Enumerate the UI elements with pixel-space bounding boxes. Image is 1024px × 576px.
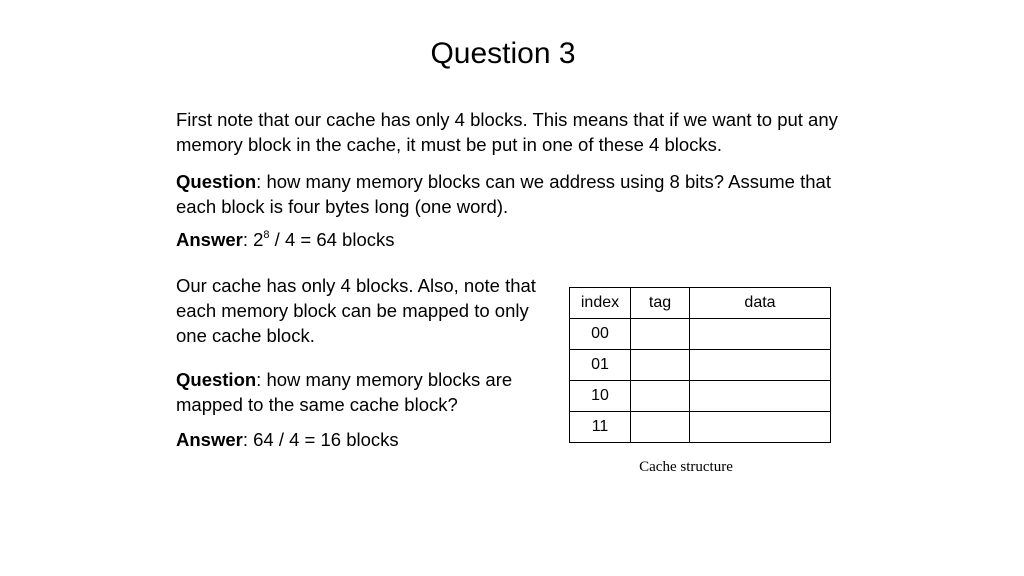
cell-tag	[631, 412, 690, 443]
question-1	[176, 169, 866, 219]
answer-2-label: Answer	[176, 429, 243, 450]
cell-data	[690, 381, 831, 412]
answer-2-text: : 64 / 4 = 16 blocks	[242, 429, 399, 450]
cell-index: 10	[570, 381, 631, 412]
answer-1-exponent: 8	[263, 228, 270, 241]
intro-paragraph: First note that our cache has only 4 blocks. This means that if we want to put any memory block in the cache, it must be put in one of these 4 blocks.	[176, 109, 838, 155]
cell-data	[690, 412, 831, 443]
table-row	[570, 319, 831, 350]
cell-index: 11	[570, 412, 631, 443]
header-data: data	[690, 288, 831, 319]
cell-tag	[631, 381, 690, 412]
table-header-row	[570, 288, 831, 319]
header-index: index	[570, 288, 631, 319]
cell-data	[690, 319, 831, 350]
answer-1-suffix: / 4 = 64 blocks	[269, 229, 395, 250]
table-row	[570, 412, 831, 443]
table-row	[570, 350, 831, 381]
cell-tag	[631, 319, 690, 350]
table-caption: Cache structure	[639, 459, 733, 475]
table-row	[570, 381, 831, 412]
cell-index: 01	[570, 350, 631, 381]
answer-2	[176, 427, 546, 452]
slide-title: Question 3	[430, 37, 576, 70]
cell-data	[690, 350, 831, 381]
question-2-text: : how many memory blocks are mapped to the same cache block?	[176, 369, 513, 415]
cache-structure-table	[569, 287, 831, 443]
question-2-label: Question	[176, 369, 257, 390]
question-1-text: : how many memory blocks can we address using 8 bits? Assume that each block is four bytes long (one word).	[176, 171, 831, 217]
question-1-label: Question	[176, 171, 257, 192]
answer-1-label: Answer	[176, 229, 243, 250]
answer-1-prefix: : 2	[242, 229, 264, 250]
answer-1	[176, 227, 866, 252]
question-2	[176, 367, 546, 417]
cell-index: 00	[570, 319, 631, 350]
header-tag: tag	[631, 288, 690, 319]
cell-tag	[631, 350, 690, 381]
paragraph-2: Our cache has only 4 blocks. Also, note that each memory block can be mapped to only one cache block.	[176, 275, 536, 346]
